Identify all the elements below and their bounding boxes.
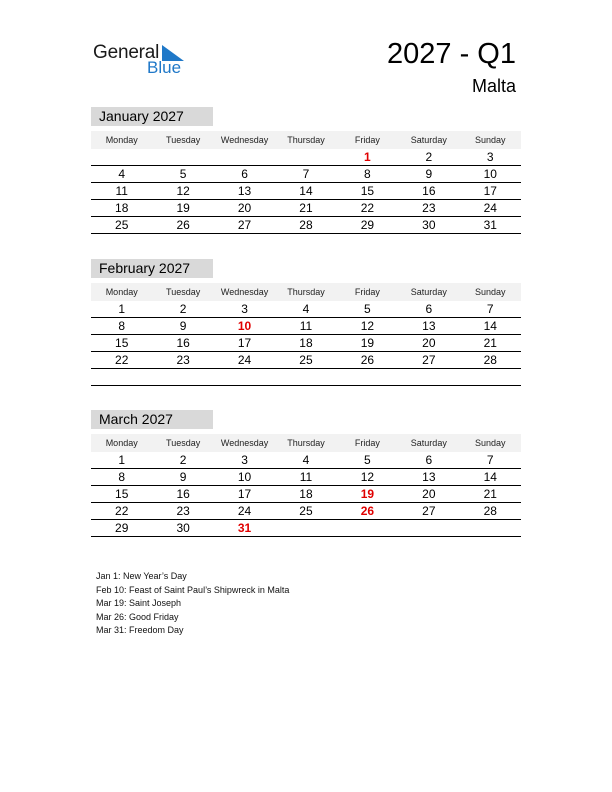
day-cell: 17 — [460, 183, 521, 200]
day-cell: 9 — [152, 318, 213, 335]
day-cell: 27 — [398, 352, 459, 369]
day-cell: 22 — [91, 503, 152, 520]
week-row — [91, 318, 521, 335]
day-cell: 20 — [398, 486, 459, 503]
month-title: March 2027 — [91, 410, 213, 429]
day-cell: 20 — [214, 200, 275, 217]
day-cell: 13 — [398, 318, 459, 335]
weekday-label: Saturday — [398, 131, 459, 149]
weekday-label: Tuesday — [152, 434, 213, 452]
day-cell — [214, 369, 275, 386]
month-calendar — [91, 107, 521, 234]
day-cell: 26 — [337, 503, 398, 520]
day-cell: 15 — [91, 335, 152, 352]
week-row — [91, 520, 521, 537]
day-cell: 6 — [398, 301, 459, 318]
day-cell: 11 — [275, 318, 336, 335]
day-cell — [152, 149, 213, 166]
holiday-note: Mar 19: Saint Joseph — [96, 598, 182, 608]
brand-name-general: General — [93, 42, 160, 63]
holiday-notes — [96, 570, 289, 638]
day-cell: 28 — [275, 217, 336, 234]
day-cell: 5 — [337, 301, 398, 318]
day-cell: 17 — [214, 335, 275, 352]
week-row — [91, 452, 521, 469]
holiday-note: Jan 1: New Year’s Day — [96, 571, 187, 581]
weekday-label: Wednesday — [214, 434, 275, 452]
weekday-label: Thursday — [275, 434, 336, 452]
day-cell: 12 — [337, 469, 398, 486]
day-cell: 12 — [152, 183, 213, 200]
weekday-label: Monday — [91, 131, 152, 149]
day-cell: 27 — [398, 503, 459, 520]
weekday-label: Sunday — [460, 434, 521, 452]
day-cell: 11 — [91, 183, 152, 200]
day-cell — [460, 369, 521, 386]
week-row — [91, 503, 521, 520]
weekday-label: Tuesday — [152, 283, 213, 301]
day-cell: 26 — [337, 352, 398, 369]
day-cell: 14 — [460, 469, 521, 486]
day-cell: 24 — [460, 200, 521, 217]
day-cell: 4 — [91, 166, 152, 183]
day-cell: 15 — [337, 183, 398, 200]
weekday-label: Wednesday — [214, 283, 275, 301]
day-cell — [275, 520, 336, 537]
weekday-header-row — [91, 434, 521, 452]
week-row — [91, 149, 521, 166]
day-cell: 5 — [152, 166, 213, 183]
day-cell: 28 — [460, 503, 521, 520]
weekday-label: Monday — [91, 434, 152, 452]
day-cell: 29 — [337, 217, 398, 234]
month-title: February 2027 — [91, 259, 213, 278]
day-cell: 1 — [91, 301, 152, 318]
country-name: Malta — [471, 76, 516, 96]
month-title: January 2027 — [91, 107, 213, 126]
day-cell: 23 — [152, 352, 213, 369]
day-cell: 3 — [214, 301, 275, 318]
brand-name-blue: Blue — [147, 58, 182, 77]
weekday-label: Friday — [337, 131, 398, 149]
day-cell: 30 — [398, 217, 459, 234]
day-cell: 9 — [398, 166, 459, 183]
day-cell: 24 — [214, 503, 275, 520]
day-cell: 23 — [398, 200, 459, 217]
week-row — [91, 200, 521, 217]
weekday-label: Saturday — [398, 283, 459, 301]
weekday-label: Sunday — [460, 131, 521, 149]
day-cell: 24 — [214, 352, 275, 369]
day-cell: 13 — [398, 469, 459, 486]
page-title: 2027 - Q1 — [387, 38, 516, 70]
day-cell: 8 — [91, 469, 152, 486]
day-cell: 23 — [152, 503, 213, 520]
week-row — [91, 301, 521, 318]
day-cell: 19 — [337, 486, 398, 503]
weekday-header-row — [91, 283, 521, 301]
holiday-note: Mar 31: Freedom Day — [96, 625, 184, 635]
day-cell — [398, 520, 459, 537]
day-cell: 18 — [91, 200, 152, 217]
day-cell — [337, 369, 398, 386]
day-cell: 21 — [460, 335, 521, 352]
day-cell: 25 — [275, 352, 336, 369]
day-cell — [275, 149, 336, 166]
day-cell: 26 — [152, 217, 213, 234]
day-cell: 22 — [91, 352, 152, 369]
day-cell: 2 — [398, 149, 459, 166]
day-cell: 25 — [275, 503, 336, 520]
day-cell: 18 — [275, 486, 336, 503]
day-cell: 28 — [460, 352, 521, 369]
week-row — [91, 469, 521, 486]
day-cell: 20 — [398, 335, 459, 352]
day-cell: 14 — [275, 183, 336, 200]
weekday-label: Friday — [337, 283, 398, 301]
day-cell: 31 — [460, 217, 521, 234]
brand-logo — [93, 40, 193, 80]
day-cell: 14 — [460, 318, 521, 335]
day-cell — [214, 149, 275, 166]
month-grid — [91, 434, 521, 537]
month-grid — [91, 283, 521, 386]
day-cell: 5 — [337, 452, 398, 469]
weekday-label: Wednesday — [214, 131, 275, 149]
day-cell — [398, 369, 459, 386]
month-grid — [91, 131, 521, 234]
day-cell: 10 — [214, 469, 275, 486]
day-cell — [91, 149, 152, 166]
week-row — [91, 486, 521, 503]
day-cell: 21 — [275, 200, 336, 217]
day-cell: 7 — [275, 166, 336, 183]
day-cell: 9 — [152, 469, 213, 486]
day-cell: 21 — [460, 486, 521, 503]
week-row — [91, 217, 521, 234]
weekday-label: Thursday — [275, 131, 336, 149]
day-cell: 19 — [152, 200, 213, 217]
day-cell — [91, 369, 152, 386]
day-cell: 25 — [91, 217, 152, 234]
day-cell: 29 — [91, 520, 152, 537]
day-cell — [460, 520, 521, 537]
weekday-label: Saturday — [398, 434, 459, 452]
day-cell: 16 — [152, 335, 213, 352]
day-cell: 22 — [337, 200, 398, 217]
day-cell: 8 — [337, 166, 398, 183]
day-cell: 3 — [460, 149, 521, 166]
day-cell: 16 — [398, 183, 459, 200]
day-cell: 30 — [152, 520, 213, 537]
month-calendar — [91, 410, 521, 537]
day-cell: 15 — [91, 486, 152, 503]
day-cell: 27 — [214, 217, 275, 234]
month-calendar — [91, 259, 521, 386]
day-cell: 1 — [91, 452, 152, 469]
weekday-label: Friday — [337, 434, 398, 452]
holiday-note: Feb 10: Feast of Saint Paul’s Shipwreck in Malta — [96, 584, 290, 595]
day-cell — [337, 520, 398, 537]
holiday-note: Mar 26: Good Friday — [96, 611, 179, 622]
day-cell: 10 — [214, 318, 275, 335]
week-row — [91, 183, 521, 200]
day-cell: 13 — [214, 183, 275, 200]
day-cell: 6 — [214, 166, 275, 183]
weekday-label: Tuesday — [152, 131, 213, 149]
day-cell: 7 — [460, 301, 521, 318]
day-cell: 12 — [337, 318, 398, 335]
day-cell — [152, 369, 213, 386]
day-cell: 17 — [214, 486, 275, 503]
day-cell: 2 — [152, 301, 213, 318]
day-cell — [275, 369, 336, 386]
weekday-label: Monday — [91, 283, 152, 301]
week-row — [91, 335, 521, 352]
weekday-label: Thursday — [275, 283, 336, 301]
weekday-label: Sunday — [460, 283, 521, 301]
day-cell: 31 — [214, 520, 275, 537]
day-cell: 18 — [275, 335, 336, 352]
day-cell: 7 — [460, 452, 521, 469]
day-cell: 16 — [152, 486, 213, 503]
day-cell: 4 — [275, 301, 336, 318]
day-cell: 19 — [337, 335, 398, 352]
week-row — [91, 352, 521, 369]
day-cell: 3 — [214, 452, 275, 469]
day-cell: 6 — [398, 452, 459, 469]
week-row — [91, 369, 521, 386]
day-cell: 4 — [275, 452, 336, 469]
week-row — [91, 166, 521, 183]
day-cell: 11 — [275, 469, 336, 486]
day-cell: 1 — [337, 149, 398, 166]
weekday-header-row — [91, 131, 521, 149]
day-cell: 2 — [152, 452, 213, 469]
day-cell: 10 — [460, 166, 521, 183]
day-cell: 8 — [91, 318, 152, 335]
